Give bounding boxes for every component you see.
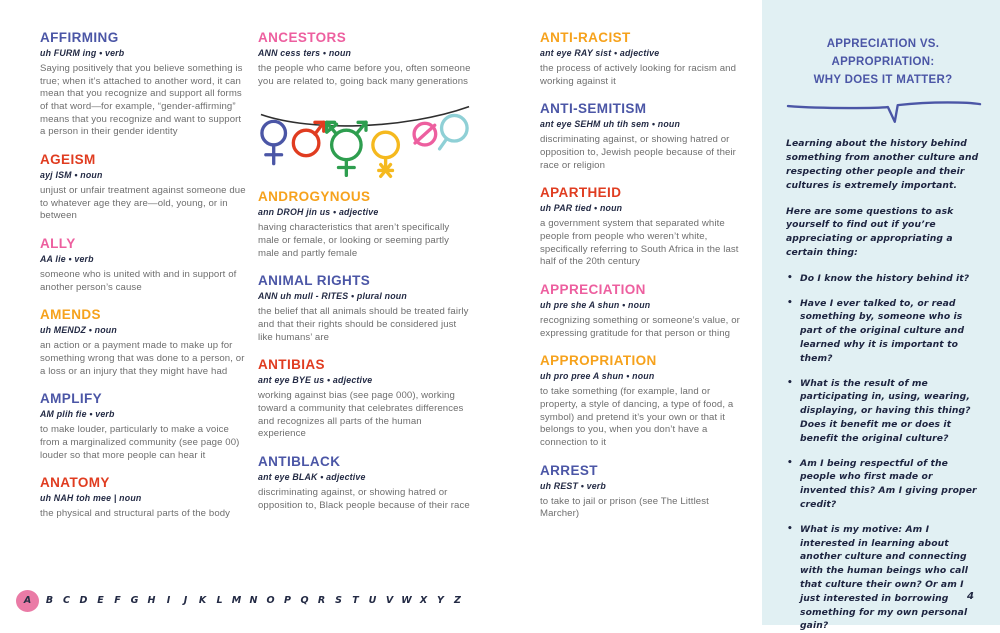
definition: to make louder, particularly to make a voice from a marginalized community (see page 00) louder so that more people can hear it bbox=[40, 424, 240, 461]
term-antibias: ANTIBIAS bbox=[258, 357, 325, 373]
term-antiblack: ANTIBLACK bbox=[258, 453, 341, 469]
alphabet-letter[interactable]: B bbox=[45, 595, 54, 606]
alphabet-letter[interactable]: G bbox=[130, 595, 139, 606]
term-anti-semitism: ANTI-SEMITISM bbox=[540, 101, 647, 117]
sidebar-question: • Have I ever talked to, or read something by, someone who is part of the original culture and learned why it is important to them? bbox=[786, 297, 980, 366]
definition: the process of actively looking for racism and working against it bbox=[540, 63, 737, 87]
alphabet-letter[interactable]: H bbox=[147, 595, 156, 606]
definition: working against bias (see page 000), working toward a community that celebrates differences and recognizes all parts of the human experience bbox=[258, 390, 464, 440]
definition: the belief that all animals should be treated fairly and that their rights should be considered just like humans’ are bbox=[258, 306, 469, 343]
sidebar-title-line: APPROPRIATION: bbox=[831, 55, 935, 68]
alphabet-letter[interactable]: E bbox=[97, 595, 104, 606]
definition: recognizing something or someone’s value, or expressing gratitude for that person or thing bbox=[540, 314, 740, 339]
gender-star-symbol-icon bbox=[373, 132, 399, 176]
slashed-circle-symbol-icon bbox=[414, 124, 436, 146]
sidebar-title-line: WHY DOES IT MATTER? bbox=[813, 73, 953, 86]
page-number: 4 bbox=[967, 591, 974, 602]
alphabet-letter[interactable]: J bbox=[183, 595, 188, 606]
alphabet-letter[interactable]: Y bbox=[437, 595, 444, 606]
sidebar-question: • Am I being respectful of the people who first made or invented this? Am I giving proper credit? bbox=[786, 457, 980, 512]
alphabet-letter[interactable]: L bbox=[216, 595, 223, 606]
sidebar-question-list bbox=[786, 272, 980, 633]
pronunciation: AM plih fie • verb bbox=[40, 409, 115, 420]
alphabet-letter[interactable]: U bbox=[368, 595, 377, 606]
glossary-entry-arrest bbox=[540, 463, 746, 521]
pronunciation: ANN cess ters • noun bbox=[258, 48, 352, 58]
pronunciation: uh pre she A shun • noun bbox=[540, 299, 651, 310]
glossary-entry-animal-rights bbox=[258, 273, 472, 344]
alphabet-letter[interactable]: V bbox=[385, 595, 394, 606]
alphabet-letter[interactable]: W bbox=[401, 595, 412, 606]
pronunciation: AA lie • verb bbox=[40, 253, 94, 264]
term-ageism: AGEISM bbox=[40, 151, 96, 167]
alphabet-letter[interactable]: O bbox=[266, 595, 275, 606]
term-androgynous: ANDROGYNOUS bbox=[258, 189, 371, 205]
glossary-entry-ancestors bbox=[258, 30, 472, 88]
sidebar-intro-paragraph: Learning about the history behind something from another culture and respecting other people and their cultures is extremely important. bbox=[786, 138, 979, 191]
alphabet-letter[interactable]: R bbox=[317, 595, 326, 606]
glossary-entry-apartheid bbox=[540, 185, 746, 269]
alphabet-letter[interactable]: T bbox=[352, 595, 359, 606]
term-apartheid: APARTHEID bbox=[540, 185, 622, 201]
pronunciation: uh NAH toh mee | noun bbox=[40, 493, 142, 504]
sidebar-title bbox=[786, 36, 980, 89]
term-appreciation: APPRECIATION bbox=[540, 281, 646, 297]
circle-tail-symbol-icon bbox=[440, 116, 467, 149]
definition: having characteristics that aren’t specifically male or female, or looking or seeming partly male and partly female bbox=[258, 222, 450, 259]
term-amends: AMENDS bbox=[40, 307, 101, 323]
alphabet-letter[interactable]: F bbox=[114, 595, 121, 606]
glossary-entry-androgynous bbox=[258, 189, 472, 260]
definition: Saying positively that you believe something is true; when it’s attached to another word, it can mean that you recognize and support all forms of that word—for example, “gender-affirming” means that you recognize and want to support a person in their gender identity bbox=[40, 63, 243, 138]
glossary-entry-antiblack bbox=[258, 454, 472, 512]
alphabet-letter[interactable]: N bbox=[249, 595, 258, 606]
alphabet-letter[interactable]: S bbox=[335, 595, 342, 606]
glossary-entry-anti-racist bbox=[540, 30, 746, 88]
glossary-column-2 bbox=[258, 30, 472, 525]
pronunciation: ant eye SEHM uh tih sem • noun bbox=[540, 119, 681, 130]
pronunciation: uh REST • verb bbox=[540, 480, 607, 491]
term-animal-rights: ANIMAL RIGHTS bbox=[258, 273, 371, 289]
alphabet-letter-a-active[interactable]: A bbox=[16, 590, 39, 612]
appreciation-vs-appropriation-sidebar bbox=[762, 0, 1000, 632]
definition: discriminating against, or showing hatred or opposition to, Jewish people because of their race or religion bbox=[540, 134, 736, 171]
definition: an action or a payment made to make up for something wrong that was done to a person, or a loss or an injury that they might have had bbox=[40, 340, 245, 377]
glossary-entry-amplify bbox=[40, 391, 246, 462]
pronunciation: ant eye BLAK • adjective bbox=[258, 471, 366, 482]
sidebar-title-line: APPRECIATION VS. bbox=[826, 38, 940, 50]
definition: to take something (for example, land or property, a style of dancing, a type of food, a symbol) and pretend it’s your own or that it belongs to you, when you don’t have a connection to it bbox=[540, 386, 734, 448]
female-symbol-icon bbox=[262, 122, 286, 164]
pronunciation: uh PAR tied • noun bbox=[540, 203, 623, 214]
glossary-entry-amends bbox=[40, 307, 246, 378]
alphabet-letter[interactable]: P bbox=[284, 595, 291, 606]
definition: the people who came before you, often someone you are related to, going back many generations bbox=[258, 63, 471, 87]
alphabet-letter[interactable]: Z bbox=[454, 595, 461, 606]
definition: to take to jail or prison (see The Littlest Marcher) bbox=[540, 495, 709, 520]
glossary-entry-appreciation bbox=[540, 282, 746, 340]
term-ally: ALLY bbox=[40, 235, 76, 251]
term-amplify: AMPLIFY bbox=[40, 391, 103, 407]
glossary-entry-ally bbox=[40, 236, 246, 294]
alphabet-letter[interactable]: M bbox=[231, 595, 242, 606]
glossary-entry-appropriation bbox=[540, 353, 746, 449]
transgender-symbol-icon bbox=[327, 123, 366, 176]
alphabet-letter[interactable]: C bbox=[63, 595, 70, 606]
pronunciation: ant eye RAY sist • adjective bbox=[540, 48, 660, 58]
alphabet-letter[interactable]: K bbox=[198, 595, 207, 606]
alphabet-index bbox=[16, 588, 464, 614]
glossary-entry-anatomy bbox=[40, 475, 246, 521]
pronunciation: ann DROH jin us • adjective bbox=[258, 207, 379, 218]
alphabet-letter[interactable]: I bbox=[166, 595, 171, 606]
definition: someone who is united with and in support of another person’s cause bbox=[40, 268, 237, 293]
pronunciation: ANN uh mull - RITES • plural noun bbox=[258, 291, 407, 302]
glossary-column-3 bbox=[540, 30, 746, 534]
definition: unjust or unfair treatment against someone due to whatever age they are—old, young, or in between bbox=[40, 184, 246, 222]
pronunciation: ayj ISM • noun bbox=[40, 169, 103, 180]
definition: a government system that separated white people from people who weren’t white, specifically referring to South Africa in the last half of the 20th century bbox=[540, 218, 739, 268]
male-symbol-icon bbox=[293, 123, 323, 156]
pronunciation: uh MENDZ • noun bbox=[40, 325, 117, 336]
glossary-column-1 bbox=[40, 30, 246, 534]
alphabet-letter[interactable]: X bbox=[419, 595, 428, 606]
glossary-entry-ageism bbox=[40, 152, 246, 223]
pronunciation: ant eye BYE us • adjective bbox=[258, 375, 373, 386]
term-arrest: ARREST bbox=[540, 462, 598, 478]
sidebar-question: • What is the result of me participating in, using, wearing, displaying, or having this thing? Does it benefit me or does it benefit the original culture? bbox=[786, 377, 980, 446]
term-appropriation: APPROPRIATION bbox=[540, 353, 657, 369]
alphabet-letter[interactable]: D bbox=[79, 595, 88, 606]
term-ancestors: ANCESTORS bbox=[258, 30, 347, 45]
hand-drawn-divider-line bbox=[786, 97, 982, 125]
definition: the physical and structural parts of the body bbox=[40, 508, 231, 520]
pronunciation: uh FURM ing • verb bbox=[40, 48, 125, 58]
sidebar-questions-lead: Here are some questions to ask yourself to find out if you’re appreciating or appropriating a certain thing: bbox=[786, 205, 954, 259]
glossary-entry-antibias bbox=[258, 357, 472, 441]
gender-symbols-garland-illustration bbox=[258, 101, 472, 181]
alphabet-letter[interactable]: Q bbox=[300, 595, 309, 606]
glossary-entry-affirming bbox=[40, 30, 246, 139]
term-anatomy: ANATOMY bbox=[40, 475, 110, 491]
glossary-entry-anti-semitism bbox=[540, 101, 746, 172]
sidebar-question: • What is my motive: Am I interested in learning about another culture and connecting with the human beings who call that culture their own? Or am I just interested in borrowing something for my own personal gain? bbox=[786, 523, 980, 633]
definition: discriminating against, or showing hatred or opposition to, Black people because of their race bbox=[258, 486, 470, 511]
term-affirming: AFFIRMING bbox=[40, 30, 119, 45]
sidebar-question: • Do I know the history behind it? bbox=[786, 272, 980, 286]
pronunciation: uh pro pree A shun • noun bbox=[540, 371, 655, 382]
term-anti-racist: ANTI-RACIST bbox=[540, 30, 631, 45]
